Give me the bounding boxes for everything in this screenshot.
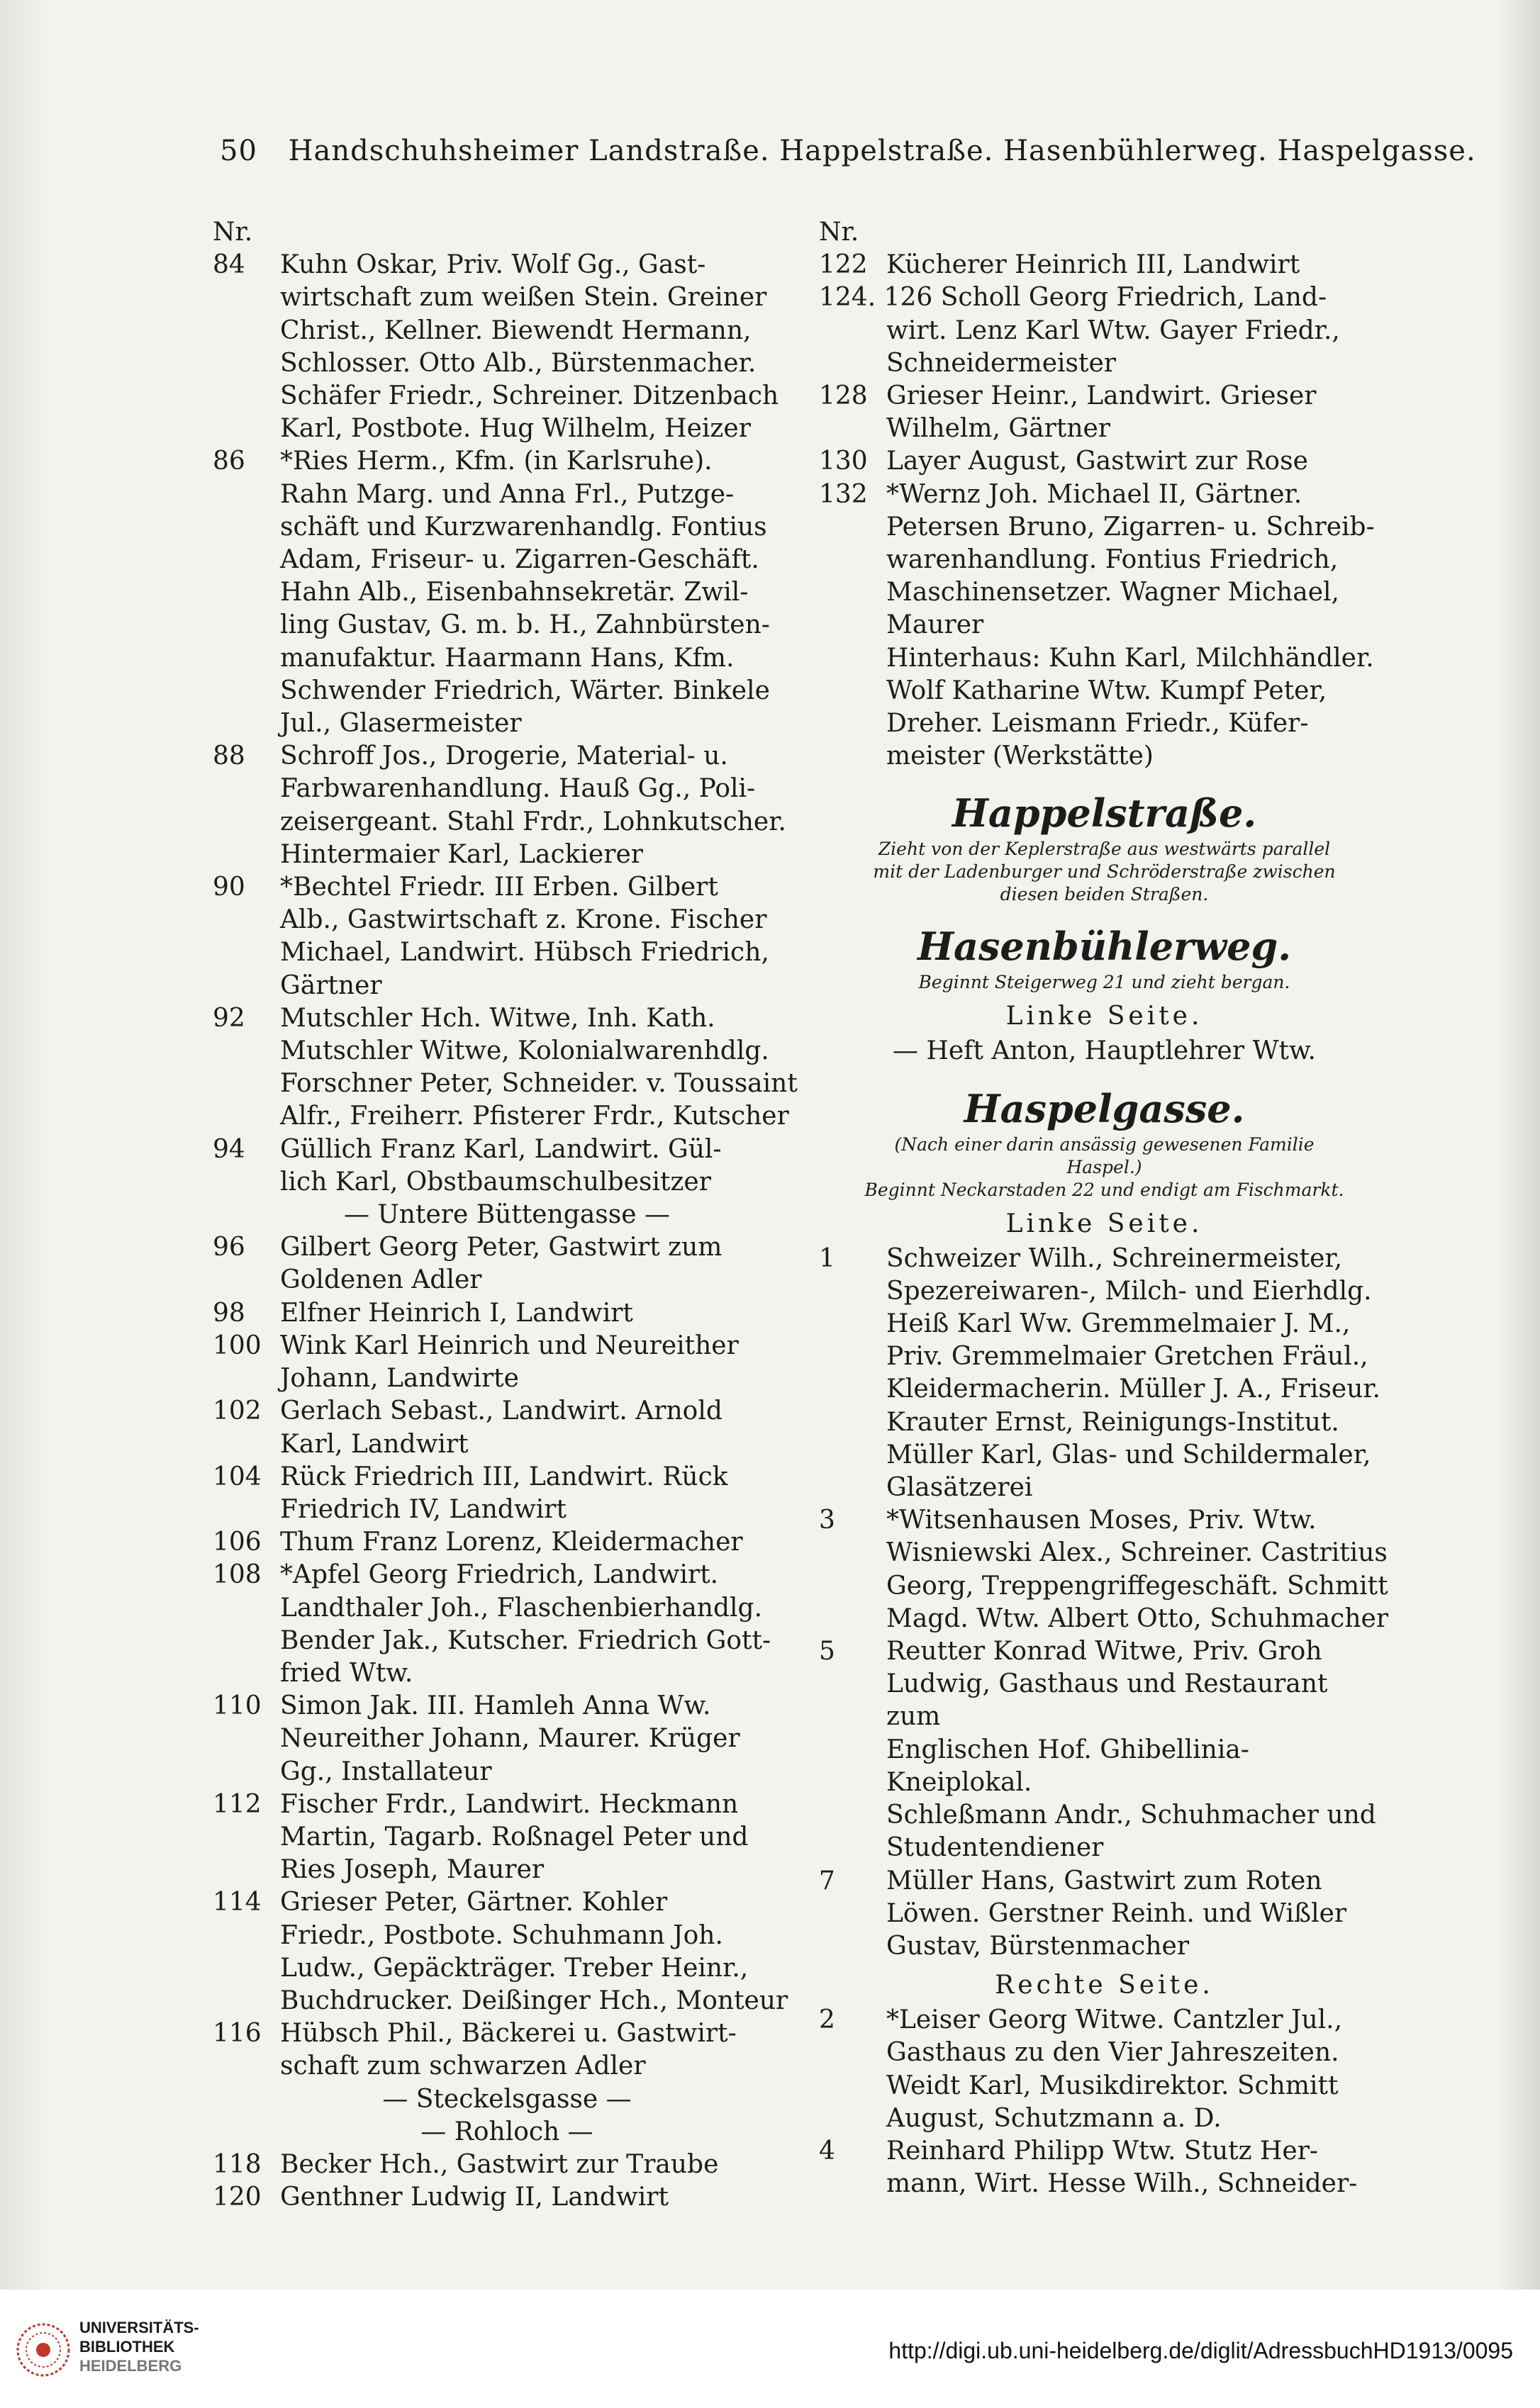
entry-line: Gilbert Georg Peter, Gastwirt zum — [280, 1233, 722, 1262]
entry-line: fried Wtw. — [280, 1658, 413, 1688]
house-number: 100 — [213, 1331, 262, 1360]
page-title: Handschuhsheimer Landstraße. Happelstraße. Hasenbühlerweg. Haspelgasse. — [288, 135, 1476, 167]
nr-label: Nr. — [213, 218, 253, 247]
entry-line: Wilhelm, Gärtner — [886, 414, 1111, 444]
entry-line: Buchdrucker. Deißinger Hch., Monteur — [280, 1986, 788, 2015]
directory-entry — [213, 1297, 801, 1330]
street-description-line: Haspel.) — [1066, 1156, 1142, 1177]
street-description-line: (Nach einer darin ansässig gewesenen Familie — [894, 1133, 1315, 1155]
haspelgasse-right-entries — [819, 2004, 1390, 2200]
entry-line: Wisniewski Alex., Schreiner. Castritius — [886, 1538, 1388, 1568]
house-number: 116 — [213, 2019, 262, 2049]
entry-line: schäft und Kurzwarenhandlg. Fontius — [280, 512, 767, 542]
street-heading-hasenbuehlerweg: Hasenbühlerweg. — [917, 924, 1292, 970]
entry-line: Alb., Gastwirtschaft z. Krone. Fischer — [280, 905, 767, 935]
street-heading-happelstrasse: Happelstraße. — [952, 790, 1257, 836]
cross-reference: — Untere Büttengasse — — [344, 1200, 670, 1230]
right-column — [819, 216, 1390, 2200]
entry-line: Wolf Katharine Wtw. Kumpf Peter, — [886, 676, 1327, 705]
entry-line: Hahn Alb., Eisenbahnsekretär. Zwil- — [280, 578, 749, 607]
entry-line: Reutter Konrad Witwe, Priv. Groh — [886, 1637, 1322, 1667]
house-number: 96 — [213, 1233, 245, 1262]
entry-line: Wink Karl Heinrich und Neureither — [280, 1331, 739, 1360]
entry-line: Studentendiener — [886, 1833, 1104, 1863]
directory-entry — [213, 1461, 801, 1526]
hasenbuehlerweg-entry: — Heft Anton, Hauptlehrer Wtw. — [893, 1036, 1316, 1066]
entry-line: *Witsenhausen Moses, Priv. Wtw. — [886, 1506, 1317, 1535]
entry-line: Mutschler Hch. Witwe, Inh. Kath. — [280, 1003, 715, 1033]
haspelgasse-description — [819, 1133, 1390, 1202]
entry-line: Georg, Treppengriffegeschäft. Schmitt — [886, 1571, 1388, 1601]
entry-line: Christ., Kellner. Biewendt Hermann, — [280, 315, 752, 345]
directory-entry — [819, 281, 1390, 380]
directory-entry — [819, 380, 1390, 445]
house-number: 98 — [213, 1298, 245, 1328]
entry-line: Adam, Friseur- u. Zigarren-Geschäft. — [280, 545, 759, 575]
library-line-1: UNIVERSITÄTS- — [79, 2319, 199, 2336]
entry-line: Gustav, Bürstenmacher — [886, 1931, 1190, 1961]
entry-line: Gasthaus zu den Vier Jahreszeiten. — [886, 2038, 1339, 2068]
library-line-3: HEIDELBERG — [79, 2357, 182, 2375]
street-description-line: Beginnt Neckarstaden 22 und endigt am Fischmarkt. — [864, 1179, 1344, 1200]
entry-line: mann, Wirt. Hesse Wilh., Schneider- — [886, 2169, 1358, 2199]
entry-line: Kuhn Oskar, Priv. Wolf Gg., Gast- — [280, 250, 706, 280]
entry-line: wirt. Lenz Karl Wtw. Gayer Friedr., — [886, 315, 1340, 345]
entry-line: Johann, Landwirte — [280, 1364, 519, 1394]
directory-entry — [213, 1788, 801, 1887]
house-number: 130 — [819, 447, 868, 476]
house-number: 120 — [213, 2183, 262, 2212]
house-number: 1 — [819, 1243, 835, 1273]
house-number: 86 — [213, 447, 245, 476]
directory-entry — [213, 1002, 801, 1133]
entry-line: Gerlach Sebast., Landwirt. Arnold — [280, 1396, 722, 1426]
source-url-link[interactable]: http://digi.ub.uni-heidelberg.de/diglit/AdressbuchHD1913/0095 — [888, 2338, 1513, 2363]
entry-line: Dreher. Leismann Friedr., Küfer- — [886, 709, 1309, 739]
entry-line: Krauter Ernst, Reinigungs-Institut. — [886, 1407, 1339, 1437]
directory-entry — [819, 2004, 1390, 2135]
entry-line: *Wernz Joh. Michael II, Gärtner. — [886, 479, 1302, 509]
entry-line: Löwen. Gerstner Reinh. und Wißler — [886, 1898, 1347, 1928]
entry-line: Friedrich IV, Landwirt — [280, 1494, 567, 1524]
entry-line: Karl, Postbote. Hug Wilhelm, Heizer — [280, 414, 751, 444]
entry-line: Müller Hans, Gastwirt zum Roten — [886, 1866, 1322, 1895]
entry-line: Schwender Friedrich, Wärter. Binkele — [280, 676, 770, 705]
entry-line: Layer August, Gastwirt zur Rose — [886, 447, 1308, 476]
entry-line: Rahn Marg. und Anna Frl., Putzge- — [280, 479, 735, 509]
entry-line: Grieser Peter, Gärtner. Kohler — [280, 1888, 668, 1917]
street-description-line: Beginnt Steigerweg 21 und zieht bergan. — [918, 972, 1290, 993]
hasenbuehlerweg-side-heading: Linke Seite. — [1005, 1002, 1203, 1031]
entry-line: *Apfel Georg Friedrich, Landwirt. — [280, 1560, 719, 1590]
house-number: 106 — [213, 1528, 262, 1557]
entry-line: meister (Werkstätte) — [886, 741, 1154, 771]
house-number: 84 — [213, 250, 245, 280]
entry-line: Ludw., Gepäckträger. Treber Heinr., — [280, 1953, 749, 1983]
entry-line: Hinterhaus: Kuhn Karl, Milchhändler. — [886, 643, 1374, 673]
directory-entry — [213, 740, 801, 871]
entry-line: Goldenen Adler — [280, 1265, 482, 1295]
house-number: 88 — [213, 741, 245, 771]
directory-entry — [819, 1635, 1390, 1864]
house-number: 112 — [213, 1789, 262, 1819]
entry-line: Maurer — [886, 610, 984, 640]
house-number: 114 — [213, 1888, 262, 1917]
entry-line: Friedr., Postbote. Schuhmann Joh. — [280, 1920, 723, 1950]
entry-line: Gärtner — [280, 970, 382, 1000]
directory-entry — [819, 249, 1390, 281]
entry-line: manufaktur. Haarmann Hans, Kfm. — [280, 643, 735, 673]
entry-line: schaft zum schwarzen Adler — [280, 2051, 646, 2081]
street-description-line: diesen beiden Straßen. — [1000, 884, 1209, 905]
library-line-2: BIBLIOTHEK — [79, 2338, 175, 2356]
entry-line: Landthaler Joh., Flaschenbierhandlg. — [280, 1593, 763, 1623]
hasenbuehlerweg-description — [819, 971, 1390, 994]
page-number: 50 — [220, 135, 257, 167]
house-number: 102 — [213, 1396, 262, 1426]
library-name — [79, 2318, 199, 2375]
entry-line: Güllich Franz Karl, Landwirt. Gül- — [280, 1134, 722, 1164]
entry-line: Ludwig, Gasthaus und Restaurant zum — [886, 1669, 1328, 1732]
directory-entry — [819, 1865, 1390, 1964]
entry-line: Priv. Gremmelmaier Gretchen Fräul., — [886, 1342, 1368, 1372]
running-head — [220, 135, 1476, 167]
entry-line: Rück Friedrich III, Landwirt. Rück — [280, 1462, 728, 1491]
entry-line: lich Karl, Obstbaumschulbesitzer — [280, 1167, 711, 1197]
directory-entry — [213, 1559, 801, 1690]
entry-line: Kücherer Heinrich III, Landwirt — [886, 250, 1300, 280]
entry-line: Forschner Peter, Schneider. v. Toussaint — [280, 1069, 798, 1099]
house-number: 4 — [819, 2136, 835, 2166]
entry-line: Hübsch Phil., Bäckerei u. Gastwirt- — [280, 2019, 737, 2049]
haspelgasse-left-side-heading: Linke Seite. — [1005, 1209, 1203, 1238]
entry-line: Grieser Heinr., Landwirt. Grieser — [886, 381, 1317, 410]
entry-line: Schneidermeister — [886, 348, 1116, 378]
entry-line: Simon Jak. III. Hamleh Anna Ww. — [280, 1691, 711, 1721]
directory-entry — [213, 2181, 801, 2214]
directory-entry — [213, 2149, 801, 2181]
directory-entry — [819, 2135, 1390, 2200]
house-number: 7 — [819, 1866, 835, 1895]
directory-entry — [819, 478, 1390, 773]
entry-line: Spezereiwaren-, Milch- und Eierhdlg. — [886, 1276, 1372, 1306]
house-number: 92 — [213, 1003, 245, 1033]
entry-line: Hintermaier Karl, Lackierer — [280, 839, 643, 869]
entry-line: Ries Joseph, Maurer — [280, 1855, 545, 1885]
left-entries — [213, 249, 801, 2214]
haspelgasse-left-entries — [819, 1243, 1390, 1963]
directory-entry — [819, 1504, 1390, 1635]
directory-entry — [213, 1133, 801, 1199]
entry-line: Schäfer Friedr., Schreiner. Ditzenbach — [280, 381, 779, 410]
entry-line: Schroff Jos., Drogerie, Material- u. — [280, 741, 728, 771]
house-number: 94 — [213, 1134, 245, 1164]
entry-line: Alfr., Freiherr. Pfisterer Frdr., Kutscher — [280, 1102, 789, 1131]
entry-line: Karl, Landwirt — [280, 1429, 469, 1459]
entry-line: wirtschaft zum weißen Stein. Greiner — [280, 283, 767, 313]
house-number: 90 — [213, 873, 245, 902]
directory-entry — [819, 445, 1390, 478]
directory-entry — [213, 1330, 801, 1395]
entry-line: *Bechtel Friedr. III Erben. Gilbert — [280, 873, 718, 902]
entry-line: *Ries Herm., Kfm. (in Karlsruhe). — [280, 447, 713, 476]
entry-line: Kleidermacherin. Müller J. A., Friseur. — [886, 1374, 1381, 1404]
directory-entry — [213, 1526, 801, 1559]
house-number: 110 — [213, 1691, 262, 1721]
house-number: 118 — [213, 2149, 262, 2179]
entry-line: Genthner Ludwig II, Landwirt — [280, 2183, 669, 2212]
entry-line: Petersen Bruno, Zigarren- u. Schreib- — [886, 512, 1375, 542]
entry-line: Thum Franz Lorenz, Kleidermacher — [280, 1528, 743, 1557]
entry-line: Englischen Hof. Ghibellinia-Kneiplokal. — [886, 1735, 1249, 1797]
entry-line: August, Schutzmann a. D. — [886, 2103, 1222, 2133]
entry-line: Mutschler Witwe, Kolonialwarenhdlg. — [280, 1036, 769, 1066]
entry-line: 124. 126 Scholl Georg Friedrich, Land- — [819, 283, 1327, 313]
scan-left-edge — [0, 0, 50, 2290]
entry-line: Schlosser. Otto Alb., Bürstenmacher. — [280, 348, 757, 378]
nr-label-right: Nr. — [819, 218, 859, 247]
entry-line: Müller Karl, Glas- und Schildermaler, — [886, 1440, 1371, 1469]
house-number: 104 — [213, 1462, 262, 1491]
entry-line: Gg., Installateur — [280, 1757, 492, 1786]
house-number: 5 — [819, 1637, 835, 1667]
directory-entry — [819, 1243, 1390, 1505]
entry-line: zeisergeant. Stahl Frdr., Lohnkutscher. — [280, 807, 786, 836]
street-description-line: Zieht von der Keplerstraße aus westwärts parallel — [878, 839, 1331, 860]
right-top-entries — [819, 249, 1390, 773]
entry-line: Schweizer Wilh., Schreinermeister, — [886, 1243, 1343, 1273]
entry-line: Becker Hch., Gastwirt zur Traube — [280, 2149, 719, 2179]
entry-line: Reinhard Philipp Wtw. Stutz Her- — [886, 2136, 1319, 2166]
directory-entry — [213, 445, 801, 740]
left-column — [213, 216, 801, 2214]
cross-reference: — Rohloch — — [420, 2117, 593, 2146]
entry-line: Neureither Johann, Maurer. Krüger — [280, 1724, 740, 1754]
entry-line: Heiß Karl Ww. Gremmelmaier J. M., — [886, 1309, 1351, 1339]
directory-entry — [213, 1231, 801, 1297]
directory-entry — [213, 871, 801, 1002]
house-number: 132 — [819, 479, 868, 509]
house-number: 108 — [213, 1560, 262, 1590]
directory-entry — [213, 1886, 801, 2017]
directory-entry — [213, 249, 801, 445]
entry-line: Bender Jak., Kutscher. Friedrich Gott- — [280, 1625, 771, 1655]
entry-line: warenhandlung. Fontius Friedrich, — [886, 545, 1339, 575]
house-number: 3 — [819, 1506, 835, 1535]
entry-line: Weidt Karl, Musikdirektor. Schmitt — [886, 2071, 1339, 2100]
scan-right-edge — [1497, 0, 1540, 2290]
directory-entry — [213, 1690, 801, 1788]
entry-line: Jul., Glasermeister — [280, 709, 522, 739]
street-description-line: mit der Ladenburger und Schröderstraße zwischen — [873, 861, 1336, 883]
directory-entry — [213, 2017, 801, 2083]
entry-line: Schleßmann Andr., Schuhmacher und — [886, 1801, 1376, 1830]
cross-reference: — Steckelsgasse — — [382, 2084, 632, 2114]
happelstrasse-description — [819, 838, 1390, 906]
university-logo-icon — [16, 2322, 71, 2378]
entry-line: Maschinensetzer. Wagner Michael, — [886, 578, 1339, 607]
entry-line: Elfner Heinrich I, Landwirt — [280, 1298, 633, 1328]
entry-line: ling Gustav, G. m. b. H., Zahnbürsten- — [280, 610, 770, 640]
entry-line: Martin, Tagarb. Roßnagel Peter und — [280, 1822, 749, 1852]
street-heading-haspelgasse: Haspelgasse. — [964, 1085, 1245, 1131]
house-number: 122 — [819, 250, 868, 280]
house-number: 128 — [819, 381, 868, 410]
entry-line: Farbwarenhandlung. Hauß Gg., Poli- — [280, 774, 756, 804]
entry-line: Glasätzerei — [886, 1473, 1033, 1503]
house-number: 2 — [819, 2005, 835, 2035]
entry-line: *Leiser Georg Witwe. Cantzler Jul., — [886, 2005, 1343, 2035]
haspelgasse-right-side-heading: Rechte Seite. — [995, 1971, 1214, 2000]
directory-entry — [213, 1395, 801, 1460]
entry-line: Fischer Frdr., Landwirt. Heckmann — [280, 1789, 739, 1819]
entry-line: Michael, Landwirt. Hübsch Friedrich, — [280, 938, 769, 968]
entry-line: Magd. Wtw. Albert Otto, Schuhmacher — [886, 1603, 1389, 1633]
